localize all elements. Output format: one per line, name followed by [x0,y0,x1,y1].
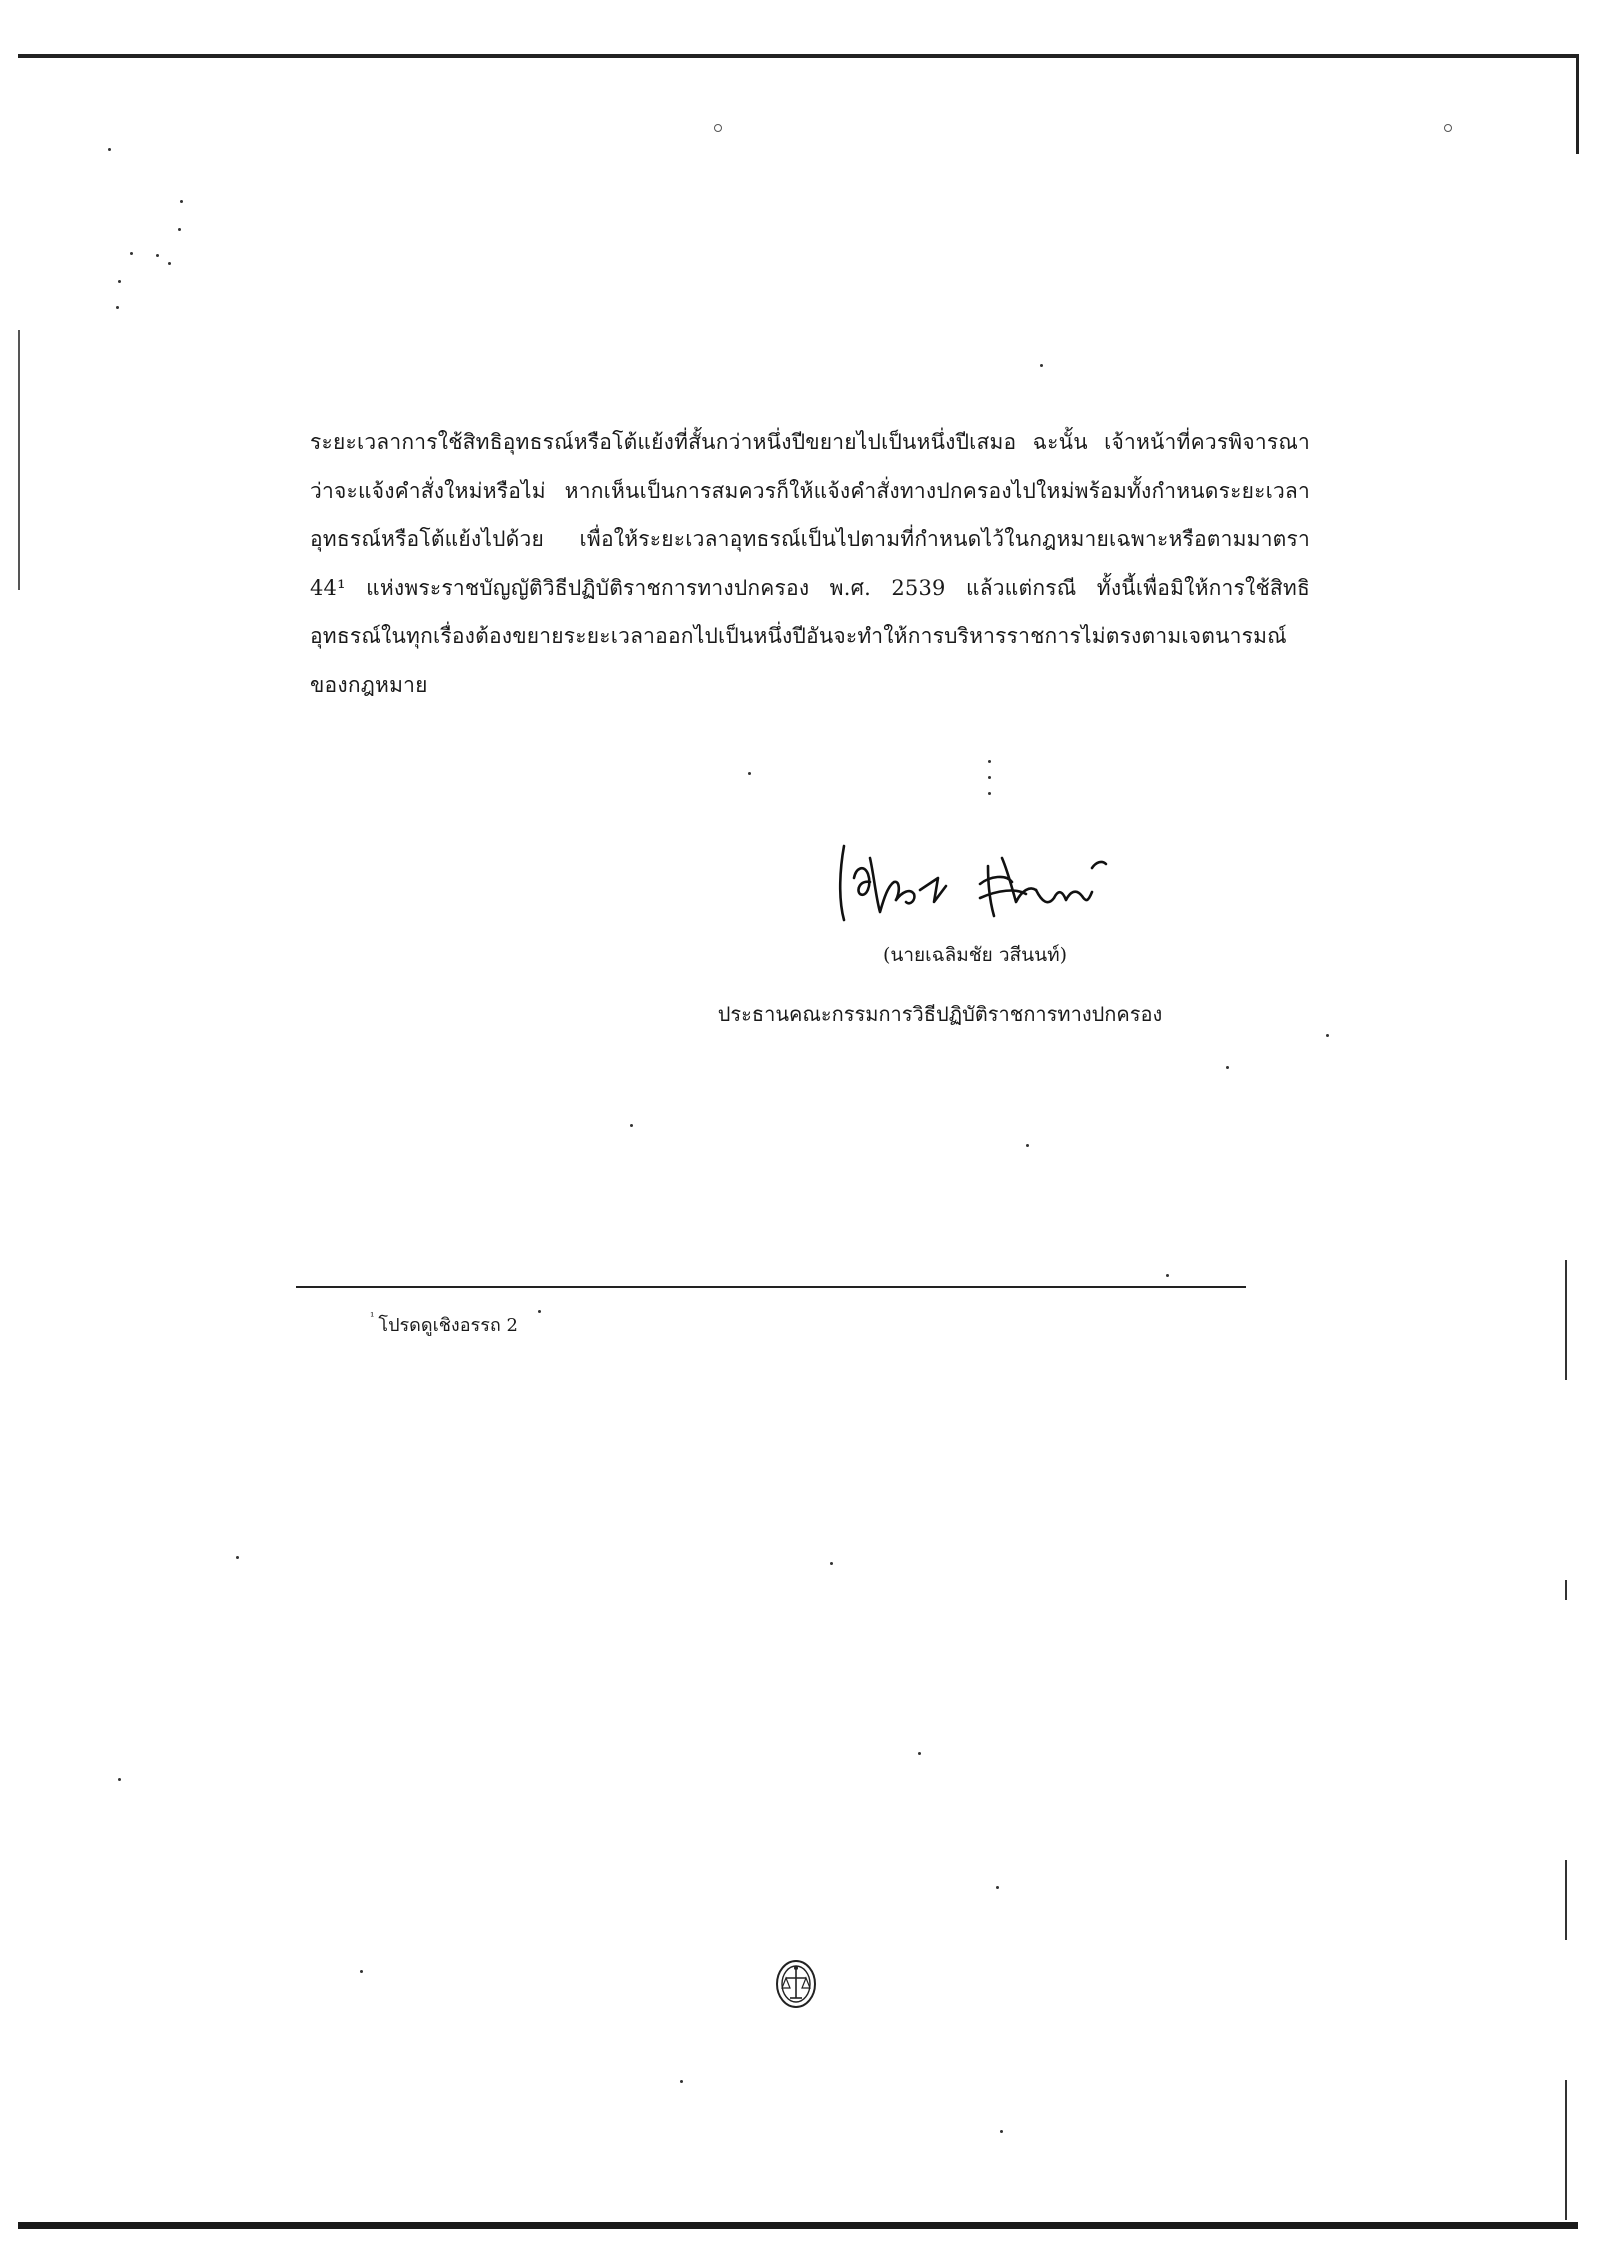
signer-name: (นายเฉลิมชัย วสีนนท์) [882,944,1068,966]
scan-edge-bottom [18,2222,1578,2229]
scan-edge-right-bottom [1565,2080,1567,2220]
body-paragraph [310,418,1310,709]
scan-edge-left [18,330,20,590]
scan-edge-top [18,54,1578,58]
government-seal-icon [774,1958,818,2010]
paragraph-text: ระยะเวลาการใช้สิทธิอุทธรณ์หรือโต้แย้งที่สั้นกว่าหนึ่งปีขยายไปเป็นหนึ่งปีเสมอ ฉะนั้น เจ้าหน้าที่ควรพิจารณาว่าจะแจ้งคำสั่งใหม่หรือไม่ หากเห็นเป็นการสมควรก็ให้แจ้งคำสั่งทางปกครองไปใหม่พร้อมทั้งกำหนดระยะเวลาอุทธรณ์หรือโต้แย้งไปด้วย เพื่อให้ระยะเวลาอุทธรณ์เป็นไปตามที่กำหนดไว้ในกฎหมายเฉพาะหรือตามมาตรา 44¹ แห่งพระราชบัญญัติวิธีปฏิบัติราชการทางปกครอง พ.ศ. 2539 แล้วแต่กรณี ทั้งนี้เพื่อมิให้การใช้สิทธิอุทธรณ์ในทุกเรื่องต้องขยายระยะเวลาออกไปเป็นหนึ่งปีอันจะทำให้การบริหารราชการไม่ตรงตามเจตนารมณ์ของกฎหมาย [310,430,1310,697]
footnote-text: โปรดดูเชิงอรรถ 2 [378,1315,518,1336]
scan-edge-right-lower [1565,1260,1567,1380]
footnote [370,1310,518,1339]
footnote-divider [296,1286,1246,1288]
footnote-marker: ¹ [370,1310,375,1323]
signer-title: ประธานคณะกรรมการวิธีปฏิบัติราชการทางปกครอง [717,1002,1163,1026]
scan-edge-right-lower-2 [1565,1860,1567,1940]
scan-edge-right-mark [1565,1580,1567,1600]
handwritten-signature [830,828,1130,938]
scan-edge-right [1576,54,1579,154]
